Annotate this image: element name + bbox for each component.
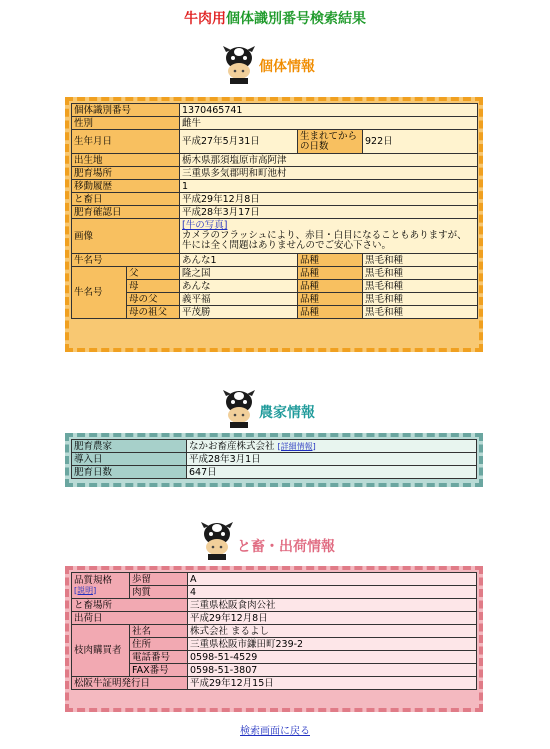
mothers-grandfather-name: 平茂勝 — [180, 306, 298, 319]
footer — [0, 722, 550, 737]
page-title-red: 牛肉用 — [184, 11, 226, 27]
label: 移動履歴 — [72, 180, 180, 193]
page-title — [0, 8, 550, 28]
breed: 黒毛和種 — [363, 254, 478, 267]
label: 肥育農家 — [72, 440, 187, 453]
cow-icon — [200, 520, 234, 560]
mothers-father-name: 義平福 — [180, 293, 298, 306]
cow-name: あんな1 — [180, 254, 298, 267]
slaughter-shipping-box — [65, 566, 483, 712]
label: と畜場所 — [72, 599, 188, 612]
slaughter-date: 平成29年12月8日 — [180, 193, 478, 206]
shipping-date: 平成29年12月8日 — [188, 612, 477, 625]
fattening-days: 647日 — [187, 466, 477, 479]
label: 画像 — [72, 219, 180, 254]
label: 肉質 — [130, 586, 188, 599]
section1-title: 個体情報 — [259, 59, 315, 75]
section1-header — [0, 44, 550, 88]
buyer-phone: 0598-51-4529 — [188, 651, 477, 664]
label: 導入日 — [72, 453, 187, 466]
section2-title: 農家情報 — [259, 405, 315, 421]
detail-info-link[interactable]: [詳細情報] — [277, 441, 316, 451]
section3-title: と畜・出荷情報 — [237, 539, 335, 555]
page-title-green: 個体識別番号検索結果 — [226, 11, 366, 27]
label: 品種 — [298, 254, 363, 267]
farm-info-table — [71, 439, 477, 479]
label: 生まれてからの日数 — [298, 130, 363, 154]
breed: 黒毛和種 — [363, 267, 478, 280]
section3-header — [0, 520, 550, 564]
yield-grade: A — [188, 573, 477, 586]
buyer-address: 三重県松阪市鎌田町239-2 — [188, 638, 477, 651]
label: 品種 — [298, 293, 363, 306]
label: 牛名号 — [72, 267, 127, 319]
mother-name: あんな — [180, 280, 298, 293]
label: 個体識別番号 — [72, 104, 180, 117]
cow-photo-link[interactable]: [牛の写真] — [182, 220, 228, 231]
confirm-date: 平成28年3月17日 — [180, 206, 478, 219]
certificate-date: 平成29年12月15日 — [188, 677, 477, 690]
label: 品種 — [298, 267, 363, 280]
father-name: 隆之国 — [180, 267, 298, 280]
label: 出生地 — [72, 154, 180, 167]
label: 品種 — [298, 306, 363, 319]
breed: 黒毛和種 — [363, 306, 478, 319]
label: 住所 — [130, 638, 188, 651]
birthplace: 栃木県那須塩原市高阿津 — [180, 154, 478, 167]
label: 性別 — [72, 117, 180, 130]
grade-explain-link[interactable]: [説明] — [74, 585, 97, 595]
farm-info-box — [65, 433, 483, 487]
move-history: 1 — [180, 180, 478, 193]
grade-cell — [72, 573, 130, 599]
fattening-place: 三重県多気郡明和町池村 — [180, 167, 478, 180]
individual-info-table — [71, 103, 478, 319]
label: 枝肉購買者 — [72, 625, 130, 677]
breed: 黒毛和種 — [363, 280, 478, 293]
label: 母の祖父 — [127, 306, 180, 319]
photo-cell — [180, 219, 478, 254]
cow-icon — [222, 44, 256, 84]
section2-header — [0, 388, 550, 432]
label: 肥育日数 — [72, 466, 187, 479]
label: 母の父 — [127, 293, 180, 306]
photo-note: カメラのフラッシュにより、赤目・白目になることもありますが、牛には全く問題はありませんのでご安心下さい。 — [182, 230, 467, 251]
label: 歩留 — [130, 573, 188, 586]
introduction-date: 平成28年3月1日 — [187, 453, 477, 466]
individual-info-box — [65, 97, 483, 352]
label: 母 — [127, 280, 180, 293]
label: 品種 — [298, 280, 363, 293]
label: 出荷日 — [72, 612, 188, 625]
slaughter-shipping-table — [71, 572, 477, 690]
age-days: 922日 — [363, 130, 478, 154]
farmer-cell — [187, 440, 477, 453]
buyer-company: 株式会社 まるよし — [188, 625, 477, 638]
buyer-fax: 0598-51-3807 — [188, 664, 477, 677]
slaughter-place: 三重県松阪食肉公社 — [188, 599, 477, 612]
label: 松阪牛証明発行日 — [72, 677, 188, 690]
label: 電話番号 — [130, 651, 188, 664]
meat-quality: 4 — [188, 586, 477, 599]
label: 肥育場所 — [72, 167, 180, 180]
birth-date: 平成27年5月31日 — [180, 130, 298, 154]
back-to-search-link[interactable]: 検索画面に戻る — [240, 726, 310, 737]
label: 父 — [127, 267, 180, 280]
cow-icon — [222, 388, 256, 428]
label: 肥育確認日 — [72, 206, 180, 219]
label: 牛名号 — [72, 254, 180, 267]
label: FAX番号 — [130, 664, 188, 677]
individual-id: 1370465741 — [180, 104, 478, 117]
label: 生年月日 — [72, 130, 180, 154]
breed: 黒毛和種 — [363, 293, 478, 306]
farmer-name: なかお畜産株式会社 — [189, 440, 275, 452]
label: と畜日 — [72, 193, 180, 206]
sex: 雌牛 — [180, 117, 478, 130]
label: 品質規格 — [74, 574, 113, 586]
label: 社名 — [130, 625, 188, 638]
